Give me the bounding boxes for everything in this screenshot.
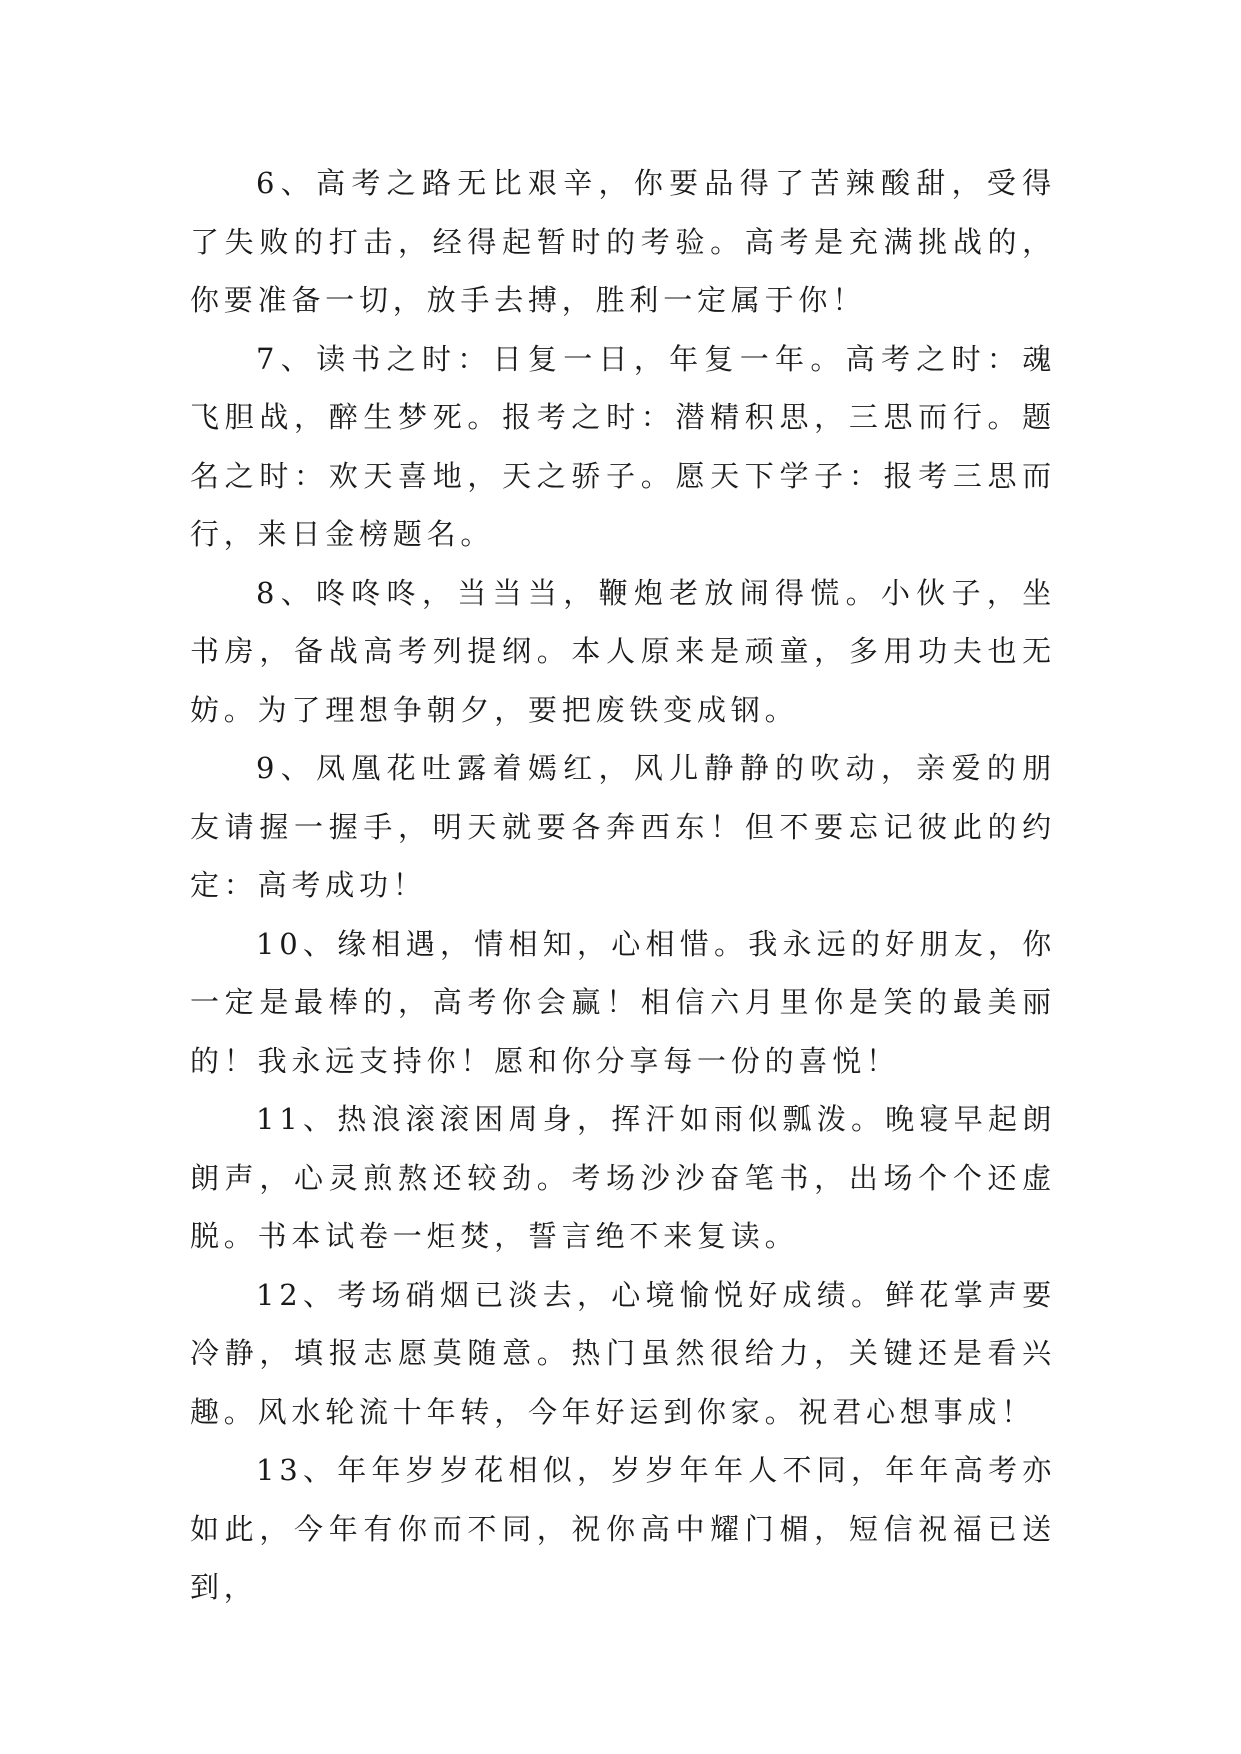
paragraph-11: 11、热浪滚滚困周身，挥汗如雨似瓢泼。晚寝早起朗朗声，心灵煎熬还较劲。考场沙沙奋笔书，出场个个还虚脱。书本试卷一炬焚，誓言绝不来复读。 [190,1102,1056,1253]
paragraph-7: 7、读书之时：日复一日，年复一年。高考之时：魂飞胆战，醉生梦死。报考之时：潜精积思，三思而行。题名之时：欢天喜地，天之骄子。愿天下学子：报考三思而行，来日金榜题名。 [190,341,1056,551]
paragraph-9: 9、凤凰花吐露着嫣红，风儿静静的吹动，亲爱的朋友请握一握手，明天就要各奔西东！但不要忘记彼此的约定：高考成功！ [190,751,1056,902]
paragraph-6: 6、高考之路无比艰辛，你要品得了苦辣酸甜，受得了失败的打击，经得起暂时的考验。高考是充满挑战的，你要准备一切，放手去搏，胜利一定属于你！ [190,166,1056,317]
paragraph-8: 8、咚咚咚，当当当，鞭炮老放闹得慌。小伙子，坐书房，备战高考列提纲。本人原来是顽童，多用功夫也无妨。为了理想争朝夕，要把废铁变成钢。 [190,575,1056,727]
paragraph-10: 10、缘相遇，情相知，心相惜。我永远的好朋友，你一定是最棒的，高考你会赢！相信六月里你是笑的最美丽的！我永远支持你！愿和你分享每一份的喜悦！ [190,926,1056,1078]
document-body [190,154,1056,1617]
paragraph-12: 12、考场硝烟已淡去，心境愉悦好成绩。鲜花掌声要冷静，填报志愿莫随意。热门虽然很给力，关键还是看兴趣。风水轮流十年转，今年好运到你家。祝君心想事成！ [190,1277,1056,1429]
paragraph-13: 13、年年岁岁花相似，岁岁年年人不同，年年高考亦如此，今年有你而不同，祝你高中耀门楣，短信祝福已送到， [190,1453,1056,1604]
